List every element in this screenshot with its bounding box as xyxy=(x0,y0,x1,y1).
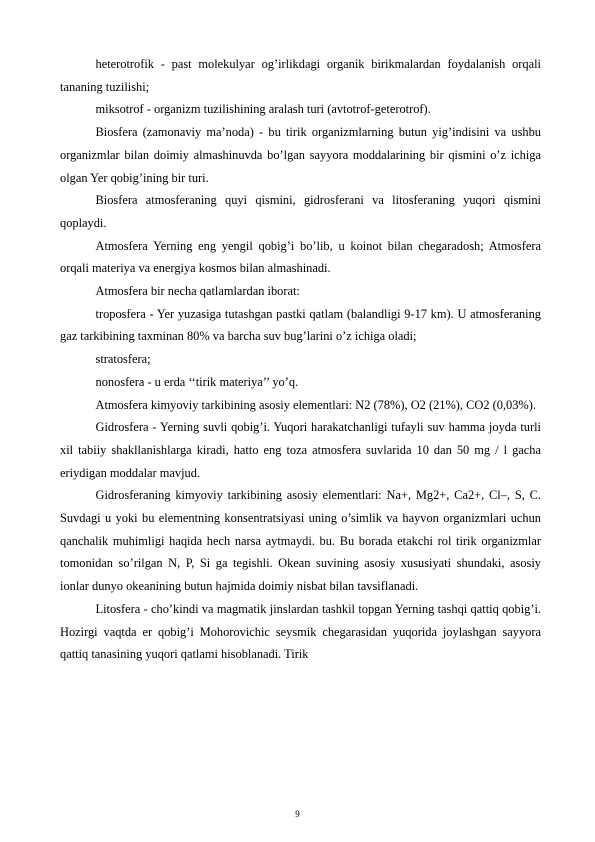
paragraph-heterotrofik: heterotrofik - past molekulyar og’irlikdagi organik birikmalardan foydalanish orqali tananing tuzilishi; xyxy=(60,57,541,94)
body-text xyxy=(60,53,541,666)
paragraph-atmosfera-composition: Atmosfera kimyoviy tarkibining asosiy elementlari: N2 (78%), O2 (21%), CO2 (0,03%). xyxy=(95,397,536,412)
page-number: 9 xyxy=(295,809,300,819)
paragraph-atmosfera-definition: Atmosfera Yerning eng yengil qobig’i bo’lib, u koinot bilan chegaradosh; Atmosfera orqali materiya va energiya kosmos bilan almashinadi. xyxy=(60,238,541,276)
paragraph-biosfera-definition: Biosfera (zamonaviy ma’noda) - bu tirik organizmlarning butun yig’indisini va ushbu organizmlar bilan doimiy almashinuvda bo’lgan sayyora moddalarining bir qismini o’z ichiga olgan Yer qobig’ining bir turi. xyxy=(60,125,541,185)
paragraph-nonosfera: nonosfera - u erda ‘‘tirik materiya’’ yo’q. xyxy=(95,374,299,389)
paragraph-stratosfera: stratosfera; xyxy=(95,352,151,367)
paragraph-gidrosfera-composition: Gidrosferaning kimyoviy tarkibining asosiy elementlari: Na+, Mg2+, Ca2+, Cl–, S, C. Suvdagi u yoki bu elementning konsentratsiyasi uning o’simlik va hayvon organizmlari uchun qanchalik muhimligi haqida hech narsa aytmaydi. bu. Bu borada etakchi rol tirik organizmlar tomonidan so’rilgan N, P, Si ga tegishli. Okean suvining asosiy xususiyati shundaki, asosiy ionlar dunyo okeanining butun hajmida doimiy nisbat bilan tavsiflanadi. xyxy=(60,488,541,594)
paragraph-biosfera-coverage: Biosfera atmosferaning quyi qismini, gidrosferani va litosferaning yuqori qismini qoplaydi. xyxy=(60,193,541,230)
paragraph-troposfera: troposfera - Yer yuzasiga tutashgan pastki qatlam (balandligi 9-17 km). U atmosferaning gaz tarkibining taxminan 80% va barcha suv bug’larini o’z ichiga oladi; xyxy=(60,306,541,344)
paragraph-miksotrof: miksotrof - organizm tuzilishining aralash turi (avtotrof-geterotrof). xyxy=(95,102,431,117)
paragraph-atmosfera-layers-intro: Atmosfera bir necha qatlamlardan iborat: xyxy=(95,284,300,299)
paragraph-gidrosfera-definition: Gidrosfera - Yerning suvli qobig’i. Yuqori harakatchanligi tufayli suv hamma joyda turli xil tabiiy shakllanishlarga kiradi, hatto eng toza atmosfera suvlarida 10 dan 50 mg / l gacha eriydigan moddalar mavjud. xyxy=(60,420,541,480)
paragraph-litosfera: Litosfera - cho’kindi va magmatik jinslardan tashkil topgan Yerning tashqi qattiq qobig’i. Hozirgi vaqtda er qobig’i Mohorovichic seysmik chegarasidan yuqorida joylashgan sayyora qattiq tanasining yuqori qatlami hisoblanadi. Tirik xyxy=(60,601,541,662)
